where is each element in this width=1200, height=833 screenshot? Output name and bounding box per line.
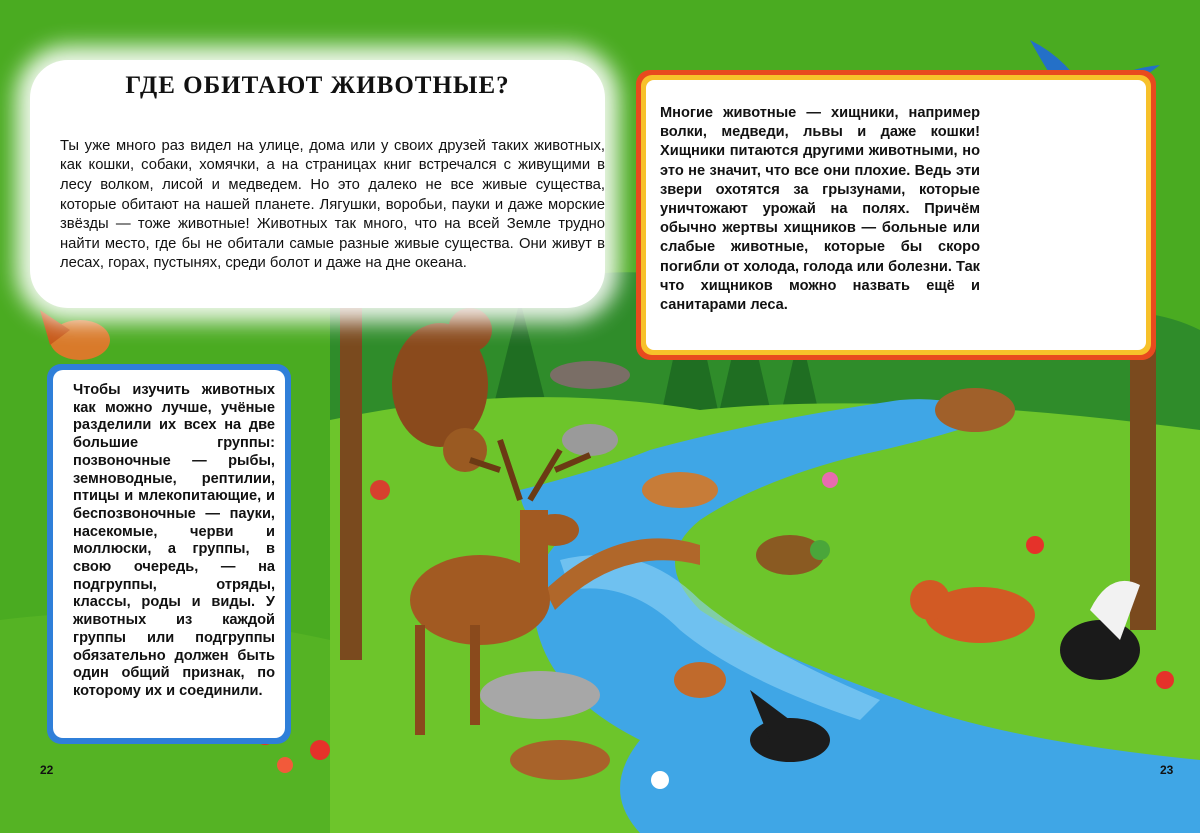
predators-box-frame	[641, 75, 1151, 355]
rabbit	[510, 740, 610, 780]
rock	[562, 424, 618, 456]
predators-box-inner	[646, 80, 1146, 350]
wolf-running	[550, 361, 630, 389]
tree-trunk	[340, 300, 362, 660]
stag	[935, 388, 1015, 432]
intro-text: Ты уже много раз видел на улице, дома или у своих друзей таких животных, как кошки, собаки, хомячки, а на страницах книг встречался с живущими в лесу волком, лисой и медведем. Но это далеко не все живые существа, которые обитают на нашей планете. Лягушки, воробьи, пауки и даже морские звёзды — тоже животные! Животных так много, что на всей Земле трудно найти место, где бы не обитали самые разные живые существа. Они живут в лесах, горах, пустынях, среди болот и даже на дне океана.	[60, 137, 605, 272]
classification-box-inner	[53, 370, 285, 738]
predators-box	[636, 70, 1156, 360]
predators-text: Многие животные — хищники, например волки, медведи, львы и даже кошки! Хищники питаются другими животными, но это не значит, что все они плохие. Ведь эти звери охотятся за грызунами, которые уничтожают урожай на полях. Причём обычно жертвы хищников — больные или слабые животные, которые бы скоро погибли от холода, голода или болезни. Так что хищников можно назвать ещё и санитарами леса.	[660, 105, 980, 314]
page-number-right: 23	[1160, 763, 1174, 777]
rock	[480, 671, 600, 719]
fawn	[642, 472, 718, 508]
intro-cloud	[30, 60, 605, 308]
classification-text: Чтобы изучить животных как можно лучше, учёные разделили их всех на две большие группы: позвоночные — рыбы, земноводные, рептилии, птицы и млекопитающие, и беспозвоночные — пауки, насекомые, черви и моллюски, а группы, в свою очередь, — на подгруппы, отряды, классы, роды и виды. У животных из каждой группы или подгруппы обязательно должен быть один общий признак, по которому их и соединили.	[73, 382, 275, 699]
page-title: ГДЕ ОБИТАЮТ ЖИВОТНЫЕ?	[125, 72, 510, 99]
squirrel	[674, 662, 726, 698]
page-number-left: 22	[40, 763, 54, 777]
classification-box	[47, 364, 291, 744]
